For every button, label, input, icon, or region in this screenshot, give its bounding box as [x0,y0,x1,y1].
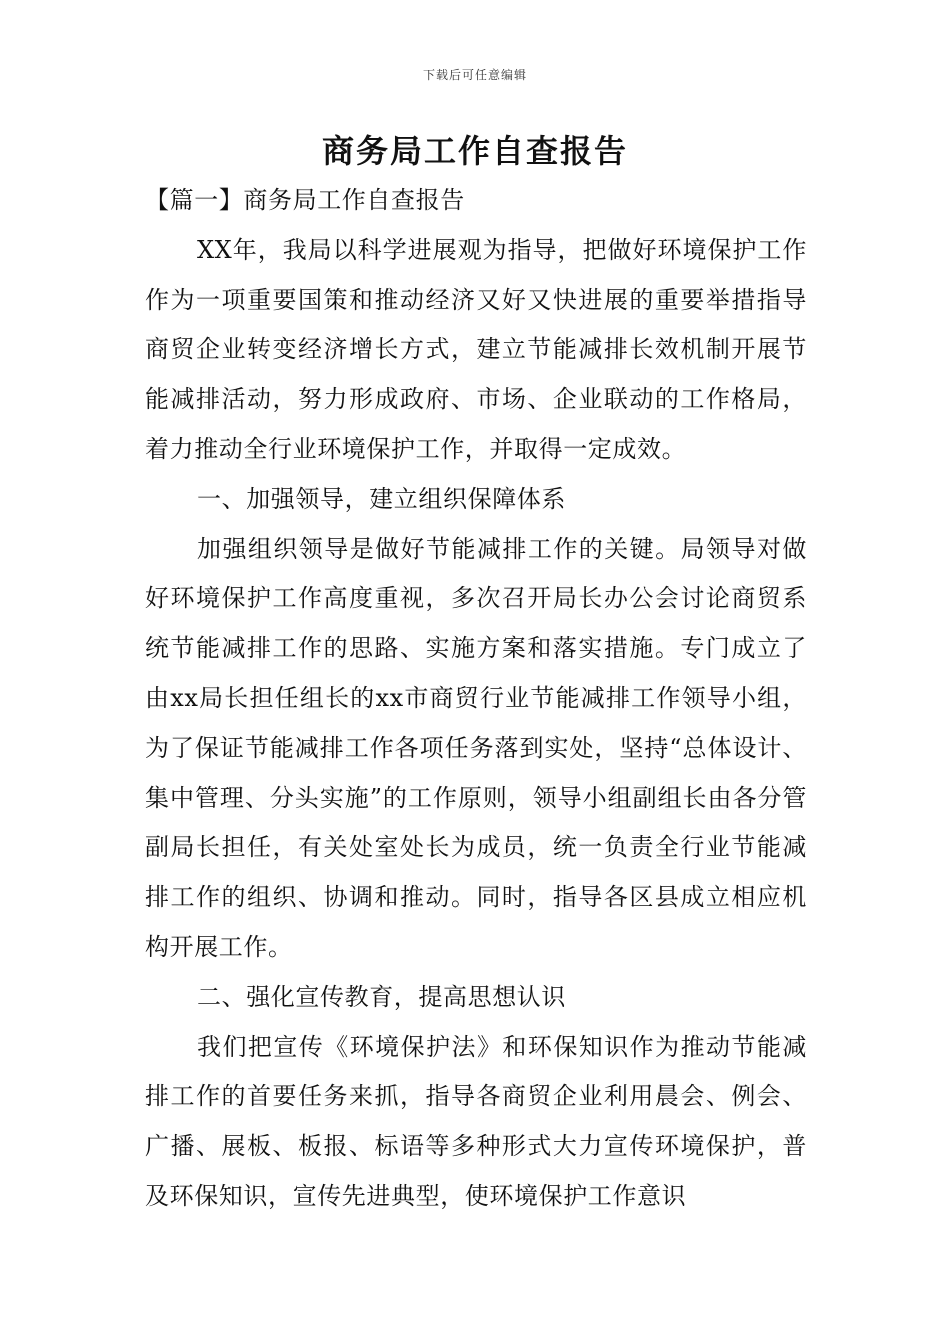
document-title: 商务局工作自查报告 [321,132,628,170]
header-note: 下载后可任意编辑 [422,68,527,82]
section-heading-part-one: 【篇一】商务局工作自查报告 [145,186,465,214]
paragraph-leadership: 加强组织领导是做好节能减排工作的关键。局领导对做好环境保护工作高度重视，多次召开局长办公会讨论商贸系统节能减排工作的思路、实施方案和落实措施。专门成立了由xx局长担任组长的xx市商贸行业节能减排工作领导小组，为了保证节能减排工作各项任务落到实处，坚持“总体设计、集中管理、分头实施”的工作原则，领导小组副组长由各分管副局长担任，有关处室处长为成员，统一负责全行业节能减排工作的组织、协调和推动。同时，指导各区县成立相应机构开展工作。 [145,534,807,961]
paragraph-publicity: 我们把宣传《环境保护法》和环保知识作为推动节能减排工作的首要任务来抓，指导各商贸企业利用晨会、例会、广播、展板、板报、标语等多种形式大力宣传环境保护，普及环保知识，宣传先进典型，使环境保护工作意识 [145,1032,807,1210]
section-heading-two: 二、强化宣传教育，提高思想认识 [197,982,566,1011]
document-body [145,176,807,1222]
paragraph-intro: XX年，我局以科学进展观为指导，把做好环境保护工作作为一项重要国策和推动经济又好又快进展的重要举措指导商贸企业转变经济增长方式，建立节能减排长效机制开展节能减排活动，努力形成政府、市场、企业联动的工作格局，着力推动全行业环境保护工作，并取得一定成效。 [145,235,807,463]
section-heading-one: 一、加强领导，建立组织保障体系 [197,484,566,513]
